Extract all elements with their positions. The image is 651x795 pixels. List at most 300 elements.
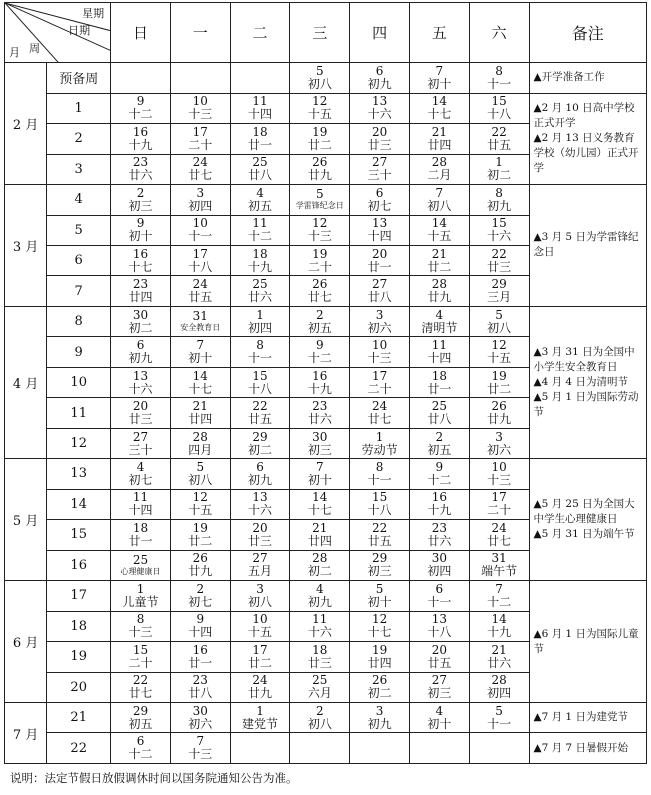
lunar-date: 初五: [128, 716, 153, 731]
lunar-date: 十三: [188, 107, 213, 122]
lunar-date: 十五: [307, 107, 332, 122]
day-cell: [170, 306, 230, 336]
solar-date: 1: [495, 155, 503, 170]
lunar-date: 廿三: [307, 655, 332, 670]
week-number: 21: [47, 703, 111, 733]
day-cell: [170, 672, 230, 702]
day-cell: [290, 611, 350, 641]
lunar-date: 二十: [367, 381, 392, 396]
solar-date: 5: [495, 703, 503, 718]
lunar-date: 十一: [248, 351, 273, 366]
lunar-date: 廿六: [427, 533, 452, 548]
week-number: 9: [47, 337, 111, 367]
solar-date: 1: [136, 581, 145, 596]
solar-date: 31: [192, 309, 208, 324]
calendar-week-row: [5, 93, 647, 123]
solar-date: 11: [252, 94, 268, 109]
solar-date: 18: [252, 246, 268, 261]
solar-date: 19: [491, 368, 507, 383]
day-cell: [230, 611, 290, 641]
day-cell: [111, 306, 171, 336]
solar-date: 6: [435, 581, 444, 596]
note-line: ▲3 月 31 日为全国中小学生安全教育日: [533, 346, 635, 374]
day-cell: [350, 337, 410, 367]
lunar-date: 廿四: [188, 412, 213, 427]
week-number: 4: [47, 185, 111, 215]
day-cell: [111, 276, 171, 306]
day-cell: [350, 398, 410, 428]
header-row: [5, 3, 647, 63]
note-cell: [529, 459, 647, 581]
lunar-date: 初九: [367, 76, 392, 91]
day-cell: [111, 215, 171, 245]
day-cell: [111, 733, 171, 764]
lunar-date: 廿三: [128, 412, 153, 427]
solar-date: 14: [312, 490, 328, 505]
solar-date: 18: [431, 368, 447, 383]
solar-date: 26: [371, 673, 388, 688]
lunar-date: 十五: [188, 503, 213, 518]
lunar-date: 初九: [128, 351, 153, 366]
day-cell: [469, 367, 529, 397]
solar-date: 7: [196, 338, 205, 353]
lunar-date: 十三: [367, 351, 392, 366]
calendar-week-row: [5, 703, 647, 733]
week-number: 3: [47, 154, 111, 184]
solar-date: 14: [431, 216, 447, 231]
lunar-date: 廿八: [188, 686, 213, 701]
day-cell: [230, 154, 290, 184]
diagonal-header-cell: [5, 3, 111, 63]
solar-date: 11: [252, 216, 268, 231]
day-cell: [230, 703, 290, 733]
day-cell: [111, 154, 171, 184]
lunar-date: 十二: [487, 594, 512, 609]
solar-date: 15: [491, 216, 507, 231]
lunar-date: 初二: [487, 168, 512, 183]
solar-date: 6: [136, 338, 145, 353]
month-label: 3 月: [5, 185, 47, 307]
lunar-date: 廿六: [487, 655, 512, 670]
lunar-date: 廿四: [307, 533, 332, 548]
day-cell: [170, 93, 230, 123]
week-number: 11: [47, 398, 111, 428]
lunar-date: 初二: [248, 442, 273, 457]
solar-date: 16: [192, 642, 208, 657]
week-number: 5: [47, 215, 111, 245]
solar-date: 21: [431, 246, 447, 261]
lunar-date: 十二: [307, 351, 332, 366]
day-cell: [170, 185, 230, 215]
solar-date: 15: [252, 368, 268, 383]
lunar-date: 廿二: [188, 533, 213, 548]
lunar-date: 初七: [128, 472, 153, 487]
note-cell: [529, 63, 647, 93]
solar-date: 14: [491, 612, 507, 627]
solar-date: 9: [435, 459, 444, 474]
day-cell: [170, 642, 230, 672]
solar-date: 21: [312, 520, 328, 535]
solar-date: 8: [495, 185, 503, 200]
day-cell: [409, 459, 469, 489]
day-cell: [290, 581, 350, 611]
day-cell: [350, 642, 410, 672]
lunar-date: 儿童节: [122, 594, 159, 609]
day-cell: [350, 154, 410, 184]
solar-date: 3: [495, 429, 503, 444]
lunar-date: 十八: [188, 259, 213, 274]
day-cell: [469, 185, 529, 215]
day-cell: [469, 459, 529, 489]
lunar-date: 廿五: [487, 137, 512, 152]
lunar-date: 学雷锋纪念日: [295, 201, 344, 211]
day-cell: [350, 367, 410, 397]
lunar-date: 初八: [487, 320, 512, 335]
day-cell: [409, 611, 469, 641]
lunar-date: 廿四: [367, 655, 392, 670]
lunar-date: 十七: [128, 259, 153, 274]
lunar-date: 初六: [487, 442, 512, 457]
calendar-week-row: [5, 306, 647, 336]
lunar-date: 二十: [188, 137, 213, 152]
diag-label-month: 月: [9, 46, 20, 60]
lunar-date: 初四: [427, 564, 452, 579]
solar-date: 14: [192, 368, 208, 383]
week-number: 1: [47, 93, 111, 123]
day-cell: [409, 489, 469, 519]
lunar-date: 初八: [307, 716, 332, 731]
lunar-date: 六月: [307, 686, 332, 701]
solar-date: 17: [252, 642, 268, 657]
day-cell: [170, 63, 230, 93]
solar-date: 7: [316, 459, 324, 474]
solar-date: 3: [196, 185, 205, 200]
day-cell: [350, 93, 410, 123]
solar-date: 20: [132, 399, 149, 414]
day-cell: [230, 245, 290, 275]
day-cell: [230, 642, 290, 672]
solar-date: 17: [491, 490, 507, 505]
solar-date: 6: [136, 734, 145, 749]
day-cell: [111, 185, 171, 215]
lunar-date: 十九: [248, 259, 273, 274]
day-cell: [290, 63, 350, 93]
note-line: ▲5 月 1 日为国际劳动节: [533, 391, 639, 419]
solar-date: 2: [435, 429, 444, 444]
solar-date: 21: [491, 642, 507, 657]
lunar-date: 十九: [307, 381, 332, 396]
lunar-date: 十五: [248, 625, 273, 640]
day-cell: [350, 428, 410, 458]
note-cell: [529, 581, 647, 703]
day-cell: [290, 124, 350, 154]
lunar-date: 十六: [487, 229, 512, 244]
lunar-date: 廿三: [248, 533, 273, 548]
day-header-sat: 六: [469, 3, 529, 63]
solar-date: 13: [132, 368, 149, 383]
solar-date: 23: [132, 277, 149, 292]
solar-date: 10: [371, 338, 388, 353]
solar-date: 12: [371, 612, 388, 627]
lunar-date: 廿七: [307, 290, 332, 305]
day-cell: [111, 367, 171, 397]
lunar-date: 十一: [427, 594, 452, 609]
day-cell: [290, 154, 350, 184]
lunar-date: 十一: [188, 229, 213, 244]
day-cell: [111, 428, 171, 458]
day-cell: [469, 733, 529, 764]
solar-date: 28: [491, 673, 507, 688]
lunar-date: 十四: [248, 107, 273, 122]
day-cell: [170, 215, 230, 245]
lunar-date: 廿五: [248, 412, 273, 427]
month-label: 6 月: [5, 581, 47, 703]
solar-date: 8: [136, 612, 145, 627]
lunar-date: 十八: [367, 503, 392, 518]
note-line: ▲2 月 10 日高中学校正式开学: [533, 102, 635, 130]
day-cell: [290, 276, 350, 306]
solar-date: 10: [192, 94, 208, 109]
day-cell: [469, 611, 529, 641]
day-cell: [170, 733, 230, 764]
month-label: 7 月: [5, 703, 47, 764]
lunar-date: 十九: [487, 625, 512, 640]
calendar-week-row: [5, 185, 647, 215]
lunar-date: 十一: [487, 716, 512, 731]
solar-date: 7: [495, 581, 503, 596]
lunar-date: 四月: [188, 442, 213, 457]
day-cell: [111, 672, 171, 702]
day-cell: [290, 185, 350, 215]
day-cell: [230, 581, 290, 611]
solar-date: 24: [371, 399, 388, 414]
solar-date: 15: [491, 94, 507, 109]
day-cell: [469, 154, 529, 184]
solar-date: 26: [312, 155, 328, 170]
day-cell: [409, 550, 469, 580]
lunar-date: 十六: [307, 625, 332, 640]
solar-date: 23: [132, 155, 149, 170]
solar-date: 24: [252, 673, 268, 688]
lunar-date: 十一: [487, 76, 512, 91]
day-cell: [230, 337, 290, 367]
solar-date: 17: [371, 368, 388, 383]
day-cell: [111, 124, 171, 154]
lunar-date: 初二: [128, 320, 153, 335]
day-cell: [111, 398, 171, 428]
day-cell: [409, 367, 469, 397]
day-cell: [290, 520, 350, 550]
day-cell: [290, 428, 350, 458]
solar-date: 10: [491, 459, 507, 474]
diag-label-weekday: 星期: [82, 7, 105, 20]
lunar-date: 初八: [248, 594, 273, 609]
solar-date: 4: [136, 459, 145, 474]
day-cell: [111, 489, 171, 519]
note-line: ▲7 月 1 日为建党节: [533, 711, 628, 724]
lunar-date: 三月: [487, 290, 512, 305]
lunar-date: 十八: [427, 625, 452, 640]
solar-date: 22: [371, 520, 388, 535]
solar-date: 23: [312, 399, 328, 414]
solar-date: 10: [192, 216, 208, 231]
day-header-sun: 日: [111, 3, 171, 63]
solar-date: 18: [312, 642, 328, 657]
solar-date: 11: [132, 490, 149, 505]
lunar-date: 十七: [367, 625, 392, 640]
solar-date: 29: [132, 703, 149, 718]
day-cell: [409, 245, 469, 275]
lunar-date: 廿八: [427, 412, 452, 427]
lunar-date: 五月: [248, 564, 273, 579]
solar-date: 7: [196, 734, 205, 749]
day-cell: [350, 459, 410, 489]
day-cell: [230, 672, 290, 702]
lunar-date: 十五: [487, 351, 512, 366]
solar-date: 31: [491, 551, 507, 566]
day-cell: [170, 581, 230, 611]
day-cell: [290, 489, 350, 519]
week-number: 2: [47, 124, 111, 154]
week-number: 20: [47, 672, 111, 702]
calendar-week-row: [5, 733, 647, 764]
lunar-date: 清明节: [421, 320, 458, 335]
note-cell: [529, 93, 647, 184]
lunar-date: 廿六: [307, 412, 332, 427]
lunar-date: 初三: [307, 442, 332, 457]
day-cell: [409, 642, 469, 672]
day-cell: [409, 154, 469, 184]
day-cell: [409, 276, 469, 306]
lunar-date: 廿一: [188, 655, 213, 670]
day-header-mon: 一: [170, 3, 230, 63]
solar-date: 30: [192, 703, 208, 718]
lunar-date: 劳动节: [361, 442, 398, 457]
day-cell: [409, 703, 469, 733]
day-cell: [290, 672, 350, 702]
lunar-date: 廿六: [128, 168, 153, 183]
solar-date: 1: [256, 703, 264, 718]
solar-date: 4: [316, 581, 324, 596]
solar-date: 29: [371, 551, 388, 566]
lunar-date: 十三: [188, 747, 213, 762]
solar-date: 2: [136, 185, 145, 200]
lunar-date: 十八: [487, 107, 512, 122]
solar-date: 16: [431, 490, 447, 505]
lunar-date: 廿八: [248, 168, 273, 183]
lunar-date: 廿一: [128, 533, 153, 548]
lunar-date: 十四: [128, 503, 153, 518]
solar-date: 21: [192, 399, 208, 414]
lunar-date: 十二: [427, 472, 452, 487]
solar-date: 26: [312, 277, 328, 292]
note-line: ▲5 月 25 日为全国大中学生心理健康日: [533, 498, 635, 526]
lunar-date: 廿一: [248, 137, 273, 152]
day-cell: [409, 93, 469, 123]
solar-date: 6: [256, 459, 264, 474]
solar-date: 15: [132, 642, 149, 657]
day-cell: [409, 733, 469, 764]
solar-date: 9: [196, 612, 205, 627]
solar-date: 3: [256, 581, 264, 596]
day-cell: [230, 459, 290, 489]
solar-date: 4: [256, 185, 264, 200]
solar-date: 18: [252, 124, 268, 139]
lunar-date: 十三: [487, 472, 512, 487]
day-cell: [111, 611, 171, 641]
solar-date: 6: [375, 185, 384, 200]
day-cell: [290, 459, 350, 489]
day-cell: [230, 185, 290, 215]
day-cell: [290, 398, 350, 428]
week-number: 15: [47, 520, 111, 550]
solar-date: 15: [371, 490, 388, 505]
lunar-date: 初八: [427, 198, 452, 213]
day-cell: [290, 337, 350, 367]
week-number: 19: [47, 642, 111, 672]
lunar-date: 二十: [307, 259, 332, 274]
day-cell: [290, 642, 350, 672]
solar-date: 2: [316, 703, 324, 718]
solar-date: 12: [312, 216, 328, 231]
solar-date: 30: [312, 429, 328, 444]
solar-date: 26: [192, 551, 208, 566]
day-cell: [111, 703, 171, 733]
day-cell: [469, 428, 529, 458]
day-cell: [170, 703, 230, 733]
lunar-date: 廿五: [188, 290, 213, 305]
solar-date: 1: [256, 307, 264, 322]
diag-label-date: 日期: [68, 24, 91, 37]
note-cell: [529, 185, 647, 307]
solar-date: 17: [192, 124, 208, 139]
day-cell: [111, 459, 171, 489]
day-cell: [350, 124, 410, 154]
lunar-date: 廿一: [367, 259, 392, 274]
day-cell: [469, 703, 529, 733]
lunar-date: 廿六: [248, 290, 273, 305]
day-cell: [170, 245, 230, 275]
day-cell: [170, 154, 230, 184]
day-header-tue: 二: [230, 3, 290, 63]
solar-date: 11: [431, 338, 447, 353]
lunar-date: 廿二: [487, 381, 512, 396]
calendar-week-row: [5, 63, 647, 93]
day-header-thu: 四: [350, 3, 410, 63]
lunar-date: 初六: [188, 716, 213, 731]
lunar-date: 十九: [128, 137, 153, 152]
day-cell: [290, 93, 350, 123]
day-cell: [469, 550, 529, 580]
lunar-date: 廿二: [427, 259, 452, 274]
lunar-date: 初十: [128, 229, 153, 244]
lunar-date: 初八: [307, 76, 332, 91]
solar-date: 20: [431, 642, 447, 657]
note-line: ▲4 月 4 日为清明节: [533, 376, 628, 389]
day-cell: [469, 93, 529, 123]
lunar-date: 廿四: [427, 137, 452, 152]
solar-date: 9: [136, 94, 145, 109]
school-calendar-table: [4, 2, 647, 764]
month-label: 5 月: [5, 459, 47, 581]
lunar-date: 廿七: [188, 168, 213, 183]
solar-date: 13: [431, 612, 447, 627]
lunar-date: 十八: [248, 381, 273, 396]
day-cell: [469, 215, 529, 245]
lunar-date: 初十: [367, 594, 392, 609]
week-number: 10: [47, 367, 111, 397]
lunar-date: 廿七: [367, 412, 392, 427]
